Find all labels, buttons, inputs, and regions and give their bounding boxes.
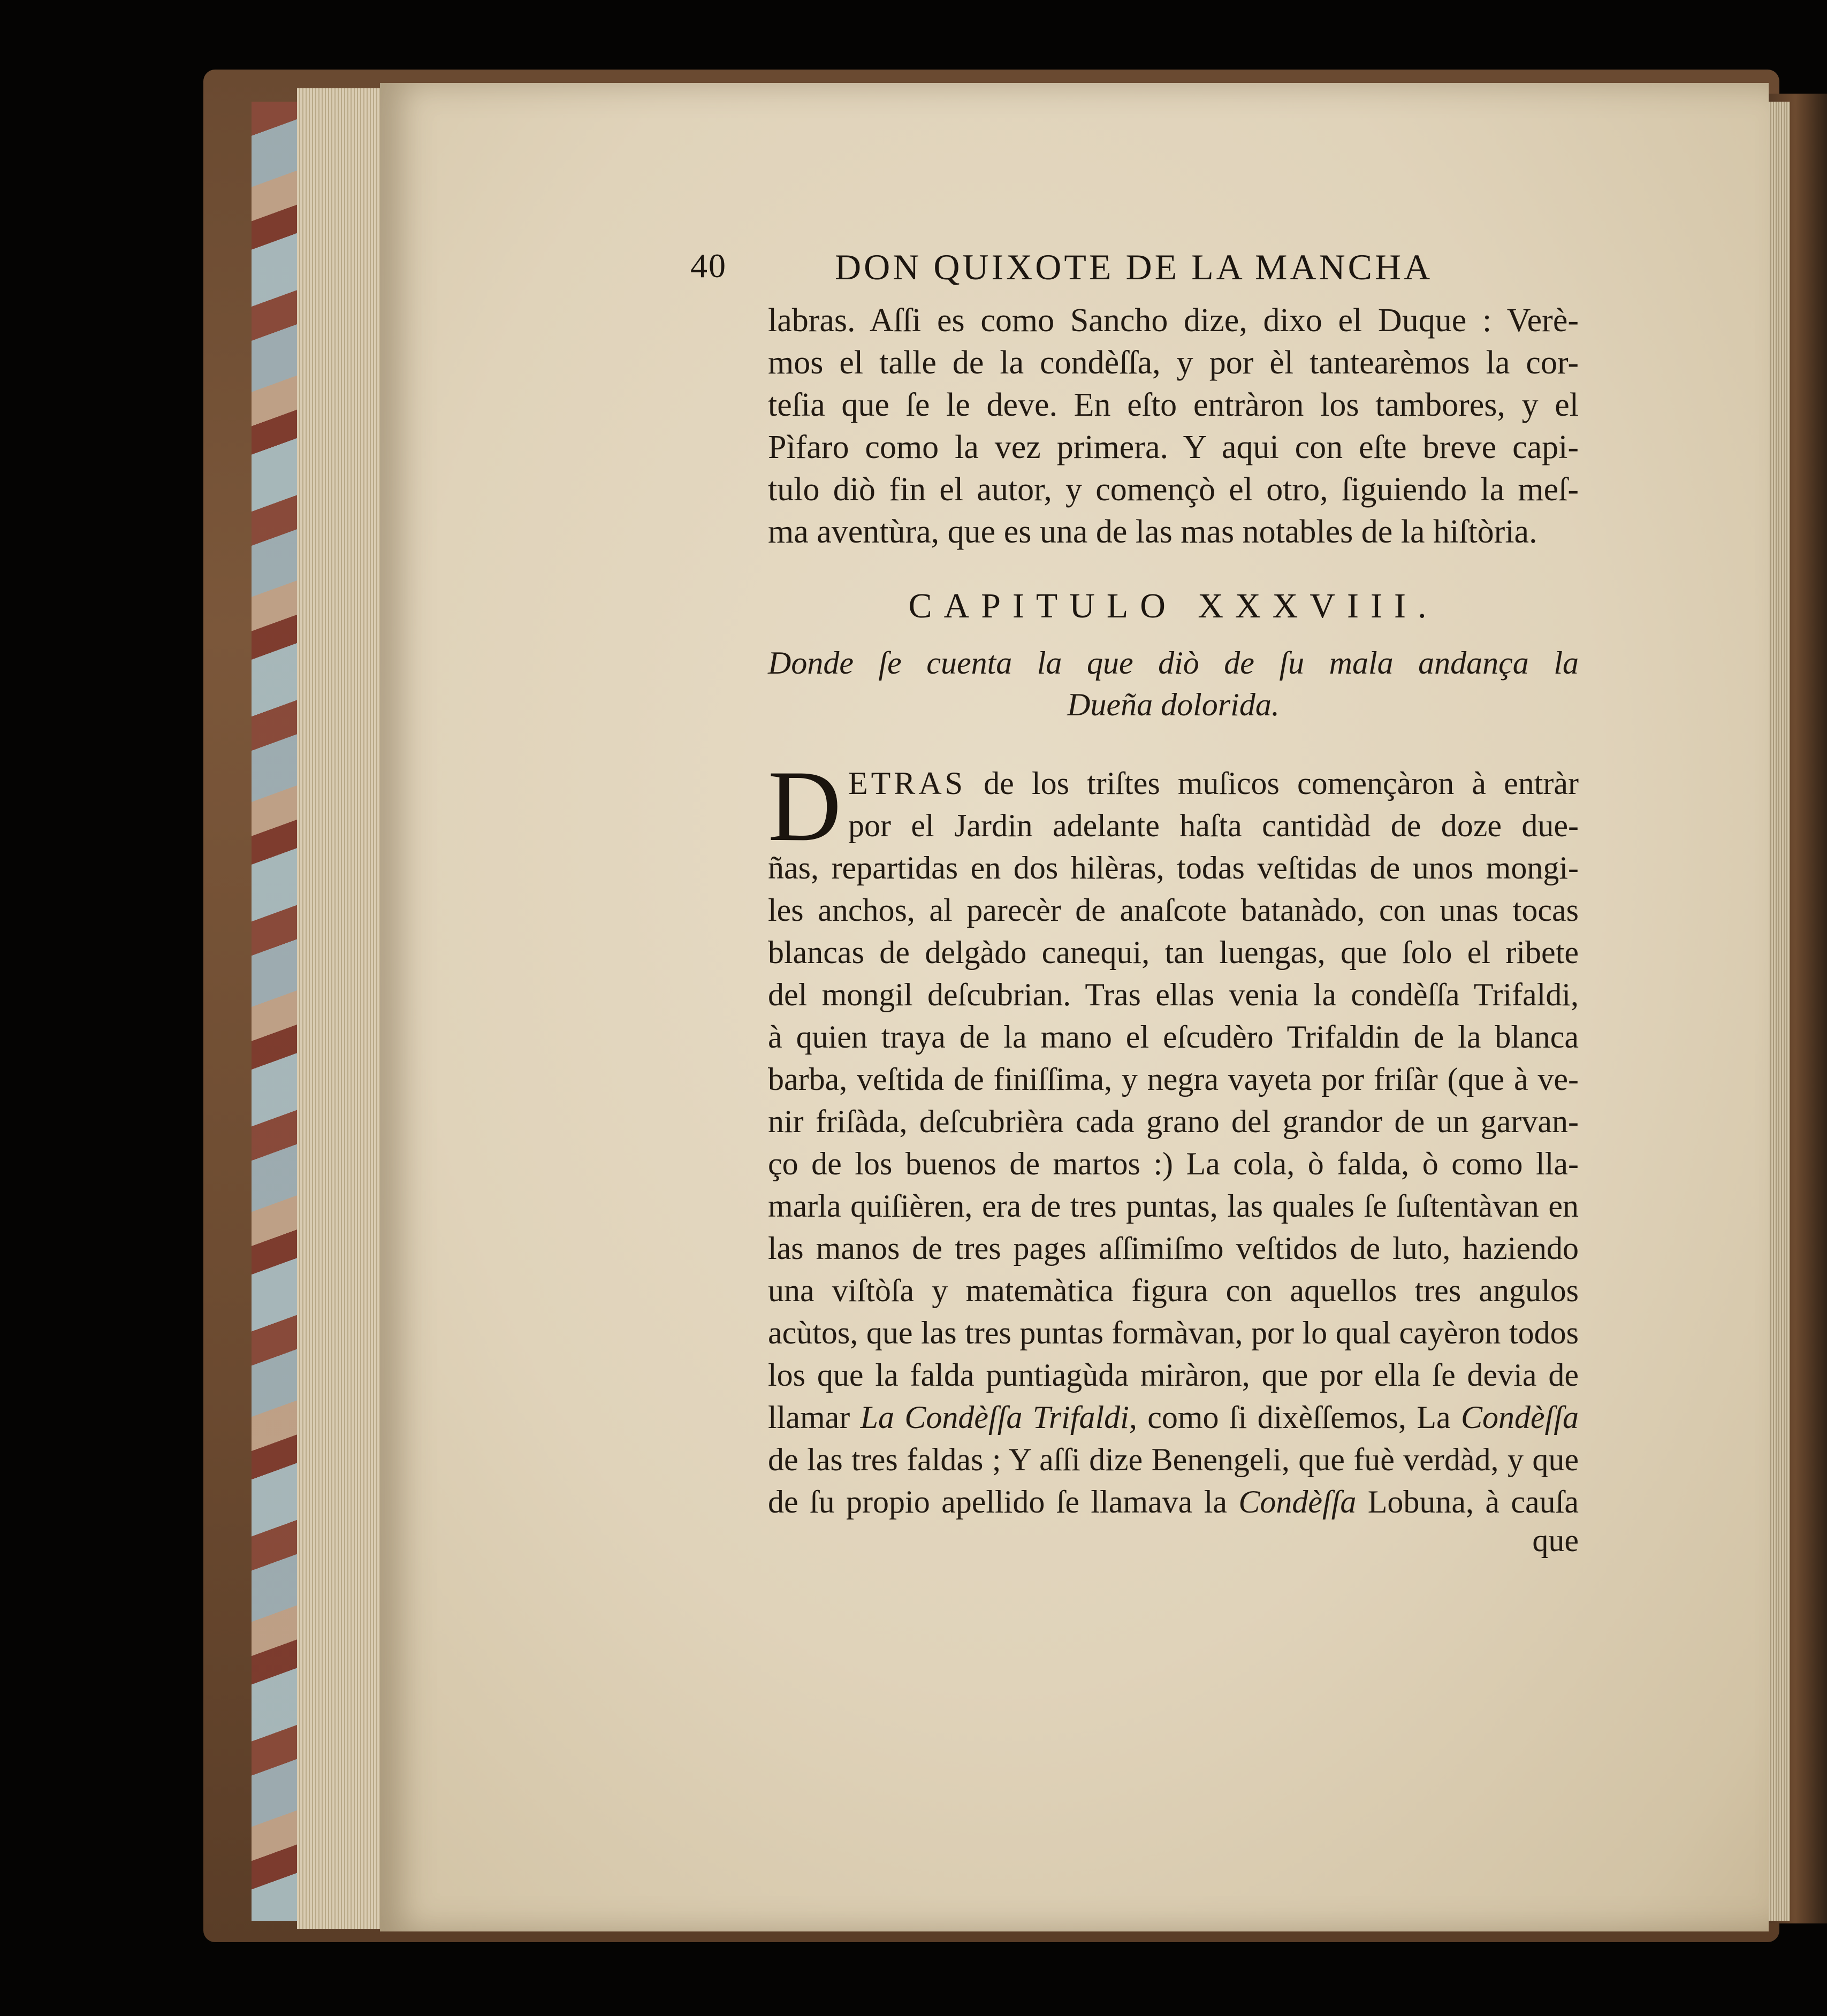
italic-name: Condèſſa [1461,1400,1579,1435]
italic-name: La Condèſſa Trifaldi, [860,1400,1137,1435]
text-line: de las tres faldas ; Y aſſi dize Benengeli, que fuè verdàd, y que [768,1442,1579,1477]
text-line: blancas de delgàdo canequi, tan luengas, que ſolo el ribete [768,935,1579,970]
text-line: del mongil deſcubrian. Tras ellas venia la condèſſa Trifaldi, [768,977,1579,1012]
text-line: las manos de tres pages aſſimiſmo veſtidos de luto, haziendo [768,1231,1579,1266]
text-span: Lobuna, à cauſa [1356,1484,1579,1519]
text-line: ma aventùra, que es una de las mas notables de la hiſtòria. [768,514,1537,550]
running-head [690,246,1573,294]
text-span: de ſu propio apellido ſe llamava la [768,1484,1239,1519]
running-title: DON QUIXOTE DE LA MANCHA [835,247,1433,287]
text-span: llamar [768,1400,861,1435]
text-line: teſia que ſe le deve. En eſto entràron los tambores, y el [768,387,1579,423]
summary-line: Donde ſe cuenta la que diò de ſu mala andança la [768,645,1579,681]
text-line: por el Jardin adelante haſta cantidàd de doze due- [848,808,1579,843]
text-line: barba, veſtida de finiſſima, y negra vayeta por friſàr (que à ve- [768,1062,1579,1097]
summary-line: Dueña dolorida. [1067,687,1280,722]
text-line: una viſtòſa y matemàtica figura con aquellos tres angulos [768,1273,1579,1308]
page-number: 40 [690,247,727,285]
text-line: marla quiſièren, era de tres puntas, las quales ſe ſuſtentàvan en [768,1188,1579,1224]
text-span: de los triſtes muſicos començàron à entràr [966,766,1579,801]
text-line: nir friſàda, deſcubrièra cada grano del grandor de un garvan- [768,1104,1579,1139]
text-line: ço de los buenos de martos :) La cola, ò falda, ò como lla- [768,1146,1579,1181]
page-edges-right [1769,102,1790,1921]
text-line: les anchos, al parecèr de anaſcote batanàdo, con unas tocas [768,892,1579,928]
text-line: los que la falda puntiagùda miràron, que por ella ſe devia de [768,1357,1579,1393]
text-line: mos el talle de la condèſſa, y por èl tantearèmos la cor- [768,345,1579,381]
marbled-endpaper [252,102,297,1921]
drop-cap: D [768,750,842,862]
text-line [768,1481,1579,1523]
italic-name: Condèſſa [1238,1484,1357,1519]
chapter-heading: CAPITULO XXXVIII. [908,586,1438,625]
text-line: acùtos, que las tres puntas formàvan, por lo qual cayèron todos [768,1315,1579,1350]
carryover-paragraph [768,300,1579,553]
text-line: Pìfaro como la vez primera. Y aqui con eſte breve capi- [768,429,1579,465]
text-line [768,1396,1579,1439]
chapter-summary [768,642,1579,726]
text-line: labras. Aſſi es como Sancho dize, dixo el Duque : Verè- [768,302,1579,339]
page-edges-left [297,88,383,1929]
catchword: que [1532,1523,1579,1558]
chapter-body [768,750,1579,1523]
text-line: à quien traya de la mano el eſcudèro Trifaldin de la blanca [768,1019,1579,1055]
text-line: tulo diò fin el autor, y començò el otro, ſiguiendo la meſ- [768,471,1579,508]
text-span: como ſi dixèſſemos, La [1137,1400,1461,1435]
text-line [768,762,1579,805]
small-caps-word: ETRAS [848,766,966,801]
text-line: ñas, repartidas en dos hilèras, todas veſtidas de unos mongi- [768,850,1579,885]
